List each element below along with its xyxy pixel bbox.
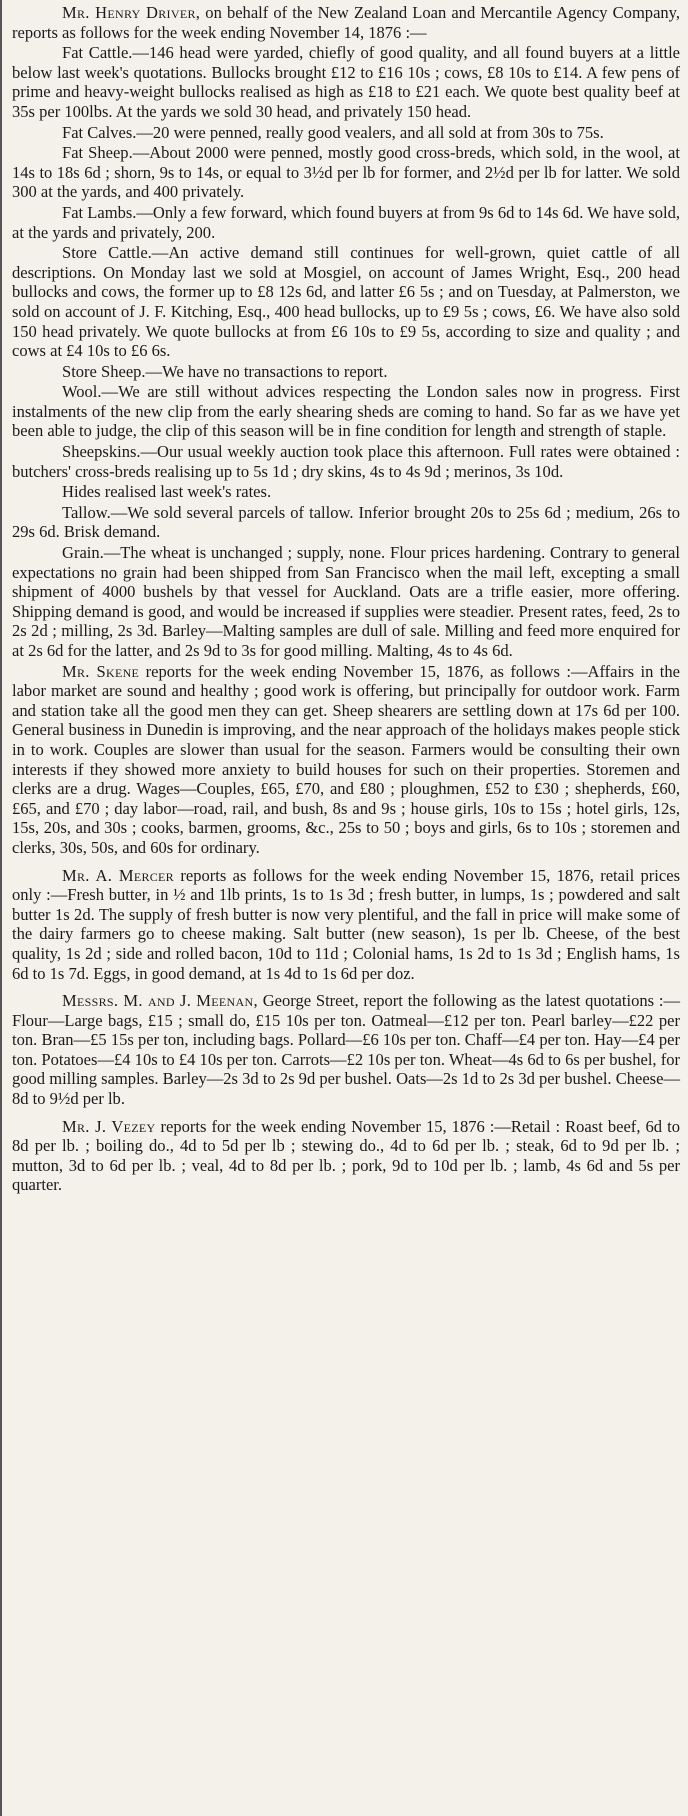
sheepskins-paragraph: Sheepskins.—Our usual weekly auction took place this afternoon. Full rates were obtained : butchers' cross-breds realising up to 5s 1d ; dry skins, 4s to 4s 9d ; merinos, 3s 10d. [12, 442, 680, 481]
hides-paragraph: Hides realised last week's rates. [62, 482, 272, 502]
report-vezey [12, 1117, 680, 1195]
paragraph-text: on behalf of the New Zealand Loan and Mercantile Agency Company, reports as follows for the week ending November 14, 1876 :— [12, 3, 680, 42]
store-sheep-paragraph: Store Sheep.—We have no transactions to report. [62, 361, 388, 381]
reporter-name: Mr. J. Vezey [62, 1116, 156, 1136]
store-cattle-paragraph: Store Cattle.—An active demand still continues for well-grown, quiet cattle of all descriptions. On Monday last we sold at Mosgiel, on account of James Wright, Esq., 200 head bullocks and cows, the former up to £8 12s 6d, and latter £6 5s ; and on Tuesday, at Palmerston, we sold on account of J. F. Kitching, Esq., 400 head bullocks, up to £9 5s ; cows, £6. We have also sold 150 head privately. We quote bullocks at from £6 10s to £9 5s, according to size and quality ; and cows at £4 10s to £6 6s. [12, 243, 680, 361]
report-skene [12, 662, 680, 858]
reporter-name: Mr. Skene [62, 661, 140, 681]
fat-lambs-paragraph: Fat Lambs.—Only a few forward, which found buyers at from 9s 6d to 14s 6d. We have sold, at the yards and privately, 200. [12, 202, 680, 242]
reporter-name: Mr. Henry Driver, [62, 3, 201, 22]
report-driver-intro [12, 3, 680, 42]
report-mercer [12, 866, 680, 984]
wool-paragraph: Wool.—We are still without advices respecting the London sales now in progress. First instalments of the new clip from the early shearing sheds are coming to hand. So far as we have yet been able to judge, the clip of this season will be in fine condition for length and strength of staple. [12, 382, 680, 441]
tallow-paragraph: Tallow.—We sold several parcels of tallow. Inferior brought 20s to 25s 6d ; medium, 26s to 29s 6d. Brisk demand. [12, 502, 680, 542]
reporter-name: Mr. A. Mercer [62, 865, 174, 885]
paragraph-text: reports as follows for the week ending November 15, 1876, retail prices only :—Fresh butter, in ½ and 1lb prints, 1s to 1s 3d ; fresh butter, in lumps, 1s ; powdered and salt butter 1s 2d. The supply of fresh butter is now very plentiful, and the fall in price will make some of the dairy farmers go to cheese making. Salt butter (new season), 1s per lb. Cheese, of the best quality, 1s 2d ; side and rolled bacon, 10d to 11d ; Colonial hams, 1s 2d to 1s 3d ; English hams, 1s 6d to 1s 7d. Eggs, in good demand, at 1s 4d to 1s 6d per doz. [12, 865, 681, 983]
fat-calves-paragraph: Fat Calves.—20 were penned, really good vealers, and all sold at from 30s to 75s. [62, 122, 604, 142]
fat-cattle-paragraph: Fat Cattle.—146 head were yarded, chiefly of good quality, and all found buyers at a little below last week's quotations. Bullocks brought £12 to £16 10s ; cows, £8 10s to £14. A few pens of prime and heavy-weight bullocks realised as high as £18 to £21 each. We quote best quality beef at 35s per 100lbs. At the yards we sold 30 head, and privately 150 head. [12, 43, 680, 121]
paragraph-text: reports for the week ending November 15, 1876 :—Retail : Roast beef, 6d to 8d per lb. ; boiling do., 4d to 5d per lb ; stewing do., 4d to 6d per lb. ; steak, 6d to 9d per lb. ; mutton, 3d to 6d per lb. ; veal, 4d to 8d per lb. ; pork, 9d to 10d per lb. ; lamb, 4s 6d and 5s per quarter. [12, 1116, 680, 1195]
fat-sheep-paragraph: Fat Sheep.—About 2000 were penned, mostly good cross-breds, which sold, in the wool, at 14s to 18s 6d ; shorn, 9s to 14s, or equal to 3½d per lb for former, and 2½d per lb for latter. We sold 300 at the yards, and 400 privately. [12, 143, 680, 202]
grain-paragraph: Grain.—The wheat is unchanged ; supply, none. Flour prices hardening. Contrary to general expectations no grain had been shipped from San Francisco when the mail left, excepting a small shipment of 4000 bushels by that vessel for Auckland. Oats are a trifle easier, more offering. Shipping demand is good, and would be increased if supplies were steadier. Present rates, feed, 2s to 2s 2d ; milling, 2s 3d. Barley—Malting samples are dull of sale. Milling and feed more enquired for at 2s 6d for the latter, and 2s 9d to 3s for good milling. Malting, 4s to 4s 6d. [12, 543, 680, 660]
report-meenan [12, 991, 680, 1109]
paragraph-text: George Street, report the following as the latest quotations :—Flour—Large bags, £15 ; small do, £15 10s per ton. Oatmeal—£12 per ton. Pearl barley—£22 per ton. Bran—£5 15s per ton, including bags. Pollard—£6 10s per ton. Chaff—£4 per ton. Hay—£4 per ton. Potatoes—£4 10s to £4 10s per ton. Carrots—£2 10s per ton. Wheat—4s 6d to 6s per bushel, for good milling samples. Barley—2s 3d to 2s 9d per bushel. Oats—2s 1d to 2s 3d per bushel. Cheese—8d to 9½d per lb. [12, 991, 680, 1109]
paragraph-text: reports for the week ending November 15, 1876, as follows :—Affairs in the labor market are sound and healthy ; good work is offering, but principally for outdoor work. Farm and station take all the good men they can get. Sheep shearers are settling down at 17s 6d per 100. General business in Dunedin is improving, and the near approach of the holidays makes people stick in to work. Couples are slower than usual for the season. Farmers would be consulting their own interests if they showed more anxiety to build houses for such on their properties. Storemen and clerks are a drug. Wages—Couples, £65, £70, and £80 ; ploughmen, £52 to £30 ; shepherds, £60, £65, and £70 ; day labor—road, rail, and bush, 8s and 9s ; house girls, 10s to 15s ; hotel girls, 12s, 15s, 20s, and 30s ; cooks, barmen, grooms, &c., 25s to 50 ; boys and girls, 6s to 10s ; storemen and clerks, 30s, 50s, and 60s for ordinary. [12, 661, 681, 857]
reporter-name: Messrs. M. and J. Meenan, [62, 991, 258, 1011]
